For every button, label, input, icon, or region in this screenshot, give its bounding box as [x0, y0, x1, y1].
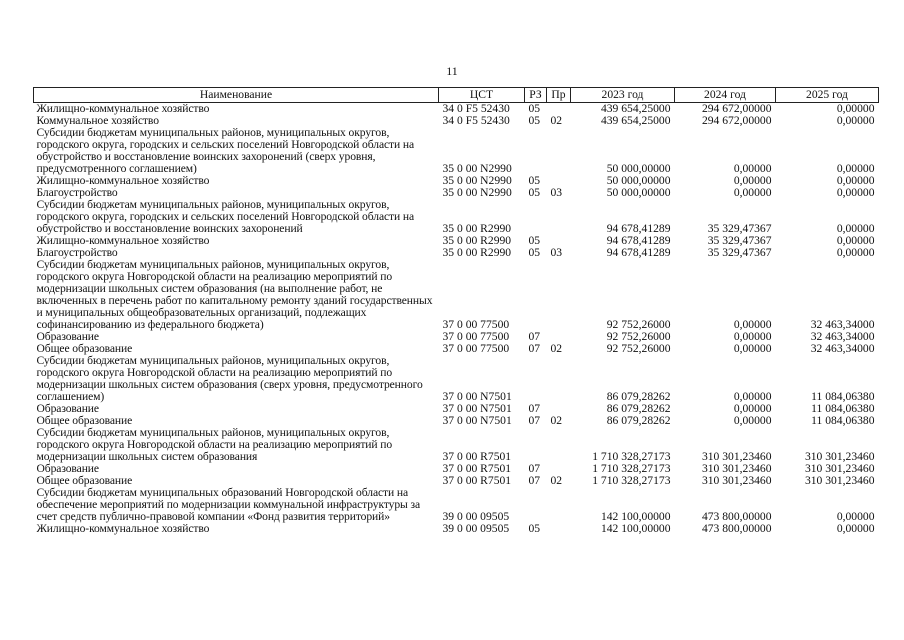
cell-2024: 35 329,47367: [707, 234, 772, 247]
header-2024: 2024 год: [675, 88, 776, 103]
cell-pr: 02: [550, 414, 563, 427]
cell-cst: 37 0 00 N7501: [442, 390, 512, 403]
cell-rz: 05: [528, 114, 541, 127]
cell-pr: [547, 523, 571, 535]
cell-2023: 142 100,00000: [600, 510, 671, 523]
cell-name: Субсидии бюджетам муниципальных районов, муниципальных округов, городского округа, городских и сельских поселений Новгородской области на обустройство и восстановление воинских захоронений (сверх уровня, предусмотренного соглашением): [36, 126, 415, 175]
cell-2024: 294 672,00000: [701, 102, 772, 115]
cell-name: Субсидии бюджетам муниципальных районов, муниципальных округов, городского округа Новгородской области на реализацию мероприятий по модернизации школьных систем образования (на выполнение работ, не включенных в перечень работ по капитальному ремонту зданий государственных и муниципальных общеобразовательных организаций, подлежащих софинансированию из федерального бюджета): [36, 258, 433, 331]
cell-2024: 0,00000: [733, 330, 772, 343]
cell-2024: 294 672,00000: [701, 114, 772, 127]
cell-rz: 05: [528, 186, 541, 199]
cell-pr: 03: [550, 246, 563, 259]
cell-2024: 310 301,23460: [701, 474, 772, 487]
cell-name: Жилищно-коммунальное хозяйство: [36, 102, 210, 115]
cell-2023: 50 000,00000: [606, 162, 671, 175]
cell-2025: 310 301,23460: [804, 462, 875, 475]
cell-name: Субсидии бюджетам муниципальных районов, муниципальных округов, городского округа, городских и сельских поселений Новгородской области на обустройство и восстановление воинских захоронений: [36, 198, 415, 235]
cell-pr: 02: [550, 474, 563, 487]
cell-2025: 0,00000: [836, 510, 875, 523]
cell-2024: 0,00000: [733, 162, 772, 175]
table-row: [34, 355, 879, 403]
cell-2023: 94 678,41289: [606, 246, 671, 259]
cell-2025: 32 463,34000: [810, 342, 875, 355]
cell-cst: 39 0 00 09505: [442, 510, 510, 523]
cell-rz: 07: [528, 462, 541, 475]
cell-2023: 439 654,25000: [600, 114, 671, 127]
cell-name: Благоустройство: [36, 186, 118, 199]
cell-2024: 0,00000: [733, 174, 772, 187]
table-row: [34, 127, 879, 175]
cell-2023: 92 752,26000: [606, 330, 671, 343]
cell-name: Коммунальное хозяйство: [36, 114, 159, 127]
cell-2023: 86 079,28262: [606, 390, 671, 403]
cell-2023: 1 710 328,27173: [592, 474, 671, 487]
cell-pr: [547, 355, 571, 403]
table-body: [34, 103, 879, 536]
cell-pr: [547, 427, 571, 463]
cell-pr: 02: [550, 342, 563, 355]
cell-name: Общее образование: [36, 474, 133, 487]
cell-name: Жилищно-коммунальное хозяйство: [36, 522, 210, 535]
budget-table: [33, 87, 879, 535]
cell-2025: 0,00000: [836, 114, 875, 127]
cell-rz: 07: [528, 330, 541, 343]
cell-2024: 0,00000: [733, 342, 772, 355]
cell-name: Образование: [36, 402, 99, 415]
cell-pr: [547, 259, 571, 331]
cell-2025: 0,00000: [836, 162, 875, 175]
cell-2025: 11 084,06380: [811, 390, 875, 403]
page-number: 11: [446, 64, 458, 78]
cell-name: Общее образование: [36, 342, 133, 355]
table-header: [34, 88, 879, 103]
table-row: [34, 427, 879, 463]
cell-2023: 439 654,25000: [600, 102, 671, 115]
cell-pr: [547, 487, 571, 523]
cell-rz: 05: [528, 522, 541, 535]
cell-2023: 1 710 328,27173: [592, 450, 671, 463]
cell-cst: 35 0 00 N2990: [442, 186, 512, 199]
cell-2023: 142 100,00000: [600, 522, 671, 535]
cell-name: Образование: [36, 462, 99, 475]
cell-cst: 37 0 00 N7501: [442, 402, 512, 415]
cell-name: Жилищно-коммунальное хозяйство: [36, 174, 210, 187]
cell-2024: 0,00000: [733, 390, 772, 403]
cell-name: Жилищно-коммунальное хозяйство: [36, 234, 210, 247]
cell-2023: 94 678,41289: [606, 234, 671, 247]
cell-2025: 0,00000: [836, 222, 875, 235]
cell-rz: [525, 427, 547, 463]
cell-2024: 310 301,23460: [701, 450, 772, 463]
cell-2025: 0,00000: [836, 174, 875, 187]
cell-rz: [525, 127, 547, 175]
cell-2023: 86 079,28262: [606, 402, 671, 415]
cell-2023: 92 752,26000: [606, 342, 671, 355]
cell-cst: 35 0 00 N2990: [442, 162, 512, 175]
cell-2025: 310 301,23460: [804, 474, 875, 487]
cell-2023: 86 079,28262: [606, 414, 671, 427]
cell-rz: [525, 487, 547, 523]
cell-2024: 35 329,47367: [707, 246, 772, 259]
cell-2024: 0,00000: [733, 318, 772, 331]
cell-cst: 35 0 00 R2990: [442, 222, 512, 235]
cell-rz: 05: [528, 174, 541, 187]
cell-rz: 07: [528, 414, 541, 427]
cell-cst: 35 0 00 R2990: [442, 234, 512, 247]
cell-cst: 35 0 00 R2990: [442, 246, 512, 259]
cell-2024: 35 329,47367: [707, 222, 772, 235]
cell-2023: 1 710 328,27173: [592, 462, 671, 475]
table-row: [34, 487, 879, 523]
cell-rz: 07: [528, 474, 541, 487]
cell-rz: 05: [528, 246, 541, 259]
table-row: [34, 199, 879, 235]
cell-cst: 37 0 00 77500: [442, 318, 510, 331]
cell-name: Субсидии бюджетам муниципальных образований Новгородской области на обеспечение мероприятий по модернизации коммунальной инфраструктуры за счет средств публично-правовой компании «Фонд развития территорий»: [36, 486, 421, 523]
header-2025: 2025 год: [776, 88, 879, 103]
cell-2025: 11 084,06380: [811, 402, 875, 415]
cell-rz: [525, 259, 547, 331]
cell-2025: 310 301,23460: [804, 450, 875, 463]
cell-2025: 0,00000: [836, 522, 875, 535]
cell-name: Общее образование: [36, 414, 133, 427]
cell-2023: 50 000,00000: [606, 186, 671, 199]
cell-cst: 37 0 00 R7501: [442, 462, 512, 475]
cell-2024: 0,00000: [733, 402, 772, 415]
cell-2025: 0,00000: [836, 234, 875, 247]
header-row: [34, 88, 879, 103]
header-cst: ЦСТ: [439, 88, 525, 103]
cell-name: Благоустройство: [36, 246, 118, 259]
cell-2025: 32 463,34000: [810, 318, 875, 331]
cell-cst: 34 0 F5 52430: [442, 114, 510, 127]
cell-2024: 473 800,00000: [701, 522, 772, 535]
cell-pr: 03: [550, 186, 563, 199]
cell-2025: 0,00000: [836, 246, 875, 259]
cell-cst: 37 0 00 77500: [442, 330, 510, 343]
cell-rz: 05: [528, 234, 541, 247]
cell-pr: [547, 127, 571, 175]
cell-rz: 05: [528, 102, 541, 115]
cell-name: Субсидии бюджетам муниципальных районов, муниципальных округов, городского округа Новгородской области на реализацию мероприятий по модернизации школьных систем образования (сверх уровня, предусмотренного соглашением): [36, 354, 423, 403]
cell-cst: 37 0 00 N7501: [442, 414, 512, 427]
cell-cst: 39 0 00 09505: [442, 522, 510, 535]
cell-rz: 07: [528, 402, 541, 415]
cell-name: Субсидии бюджетам муниципальных районов, муниципальных округов, городского округа Новгородской области на реализацию мероприятий по модернизации школьных систем образования: [36, 426, 393, 463]
cell-2024: 0,00000: [733, 414, 772, 427]
table-row: [34, 523, 879, 535]
cell-2024: 0,00000: [733, 186, 772, 199]
cell-pr: [547, 199, 571, 235]
cell-2023: 50 000,00000: [606, 174, 671, 187]
cell-rz: 07: [528, 342, 541, 355]
cell-cst: 37 0 00 R7501: [442, 474, 512, 487]
cell-cst: 34 0 F5 52430: [442, 102, 510, 115]
cell-2025: 32 463,34000: [810, 330, 875, 343]
table-row: [34, 259, 879, 331]
header-rz: РЗ: [525, 88, 547, 103]
cell-2023: 94 678,41289: [606, 222, 671, 235]
cell-2023: 92 752,26000: [606, 318, 671, 331]
cell-cst: 37 0 00 R7501: [442, 450, 512, 463]
header-name: Наименование: [34, 88, 439, 103]
cell-rz: [525, 355, 547, 403]
cell-2024: 473 800,00000: [701, 510, 772, 523]
cell-name: Образование: [36, 330, 99, 343]
cell-cst: 37 0 00 77500: [442, 342, 510, 355]
cell-2024: 310 301,23460: [701, 462, 772, 475]
cell-2025: 11 084,06380: [811, 414, 875, 427]
cell-pr: 02: [550, 114, 563, 127]
cell-2025: 0,00000: [836, 186, 875, 199]
cell-cst: 35 0 00 N2990: [442, 174, 512, 187]
cell-rz: [525, 199, 547, 235]
header-2023: 2023 год: [571, 88, 675, 103]
cell-2025: 0,00000: [836, 102, 875, 115]
header-pr: Пр: [547, 88, 571, 103]
